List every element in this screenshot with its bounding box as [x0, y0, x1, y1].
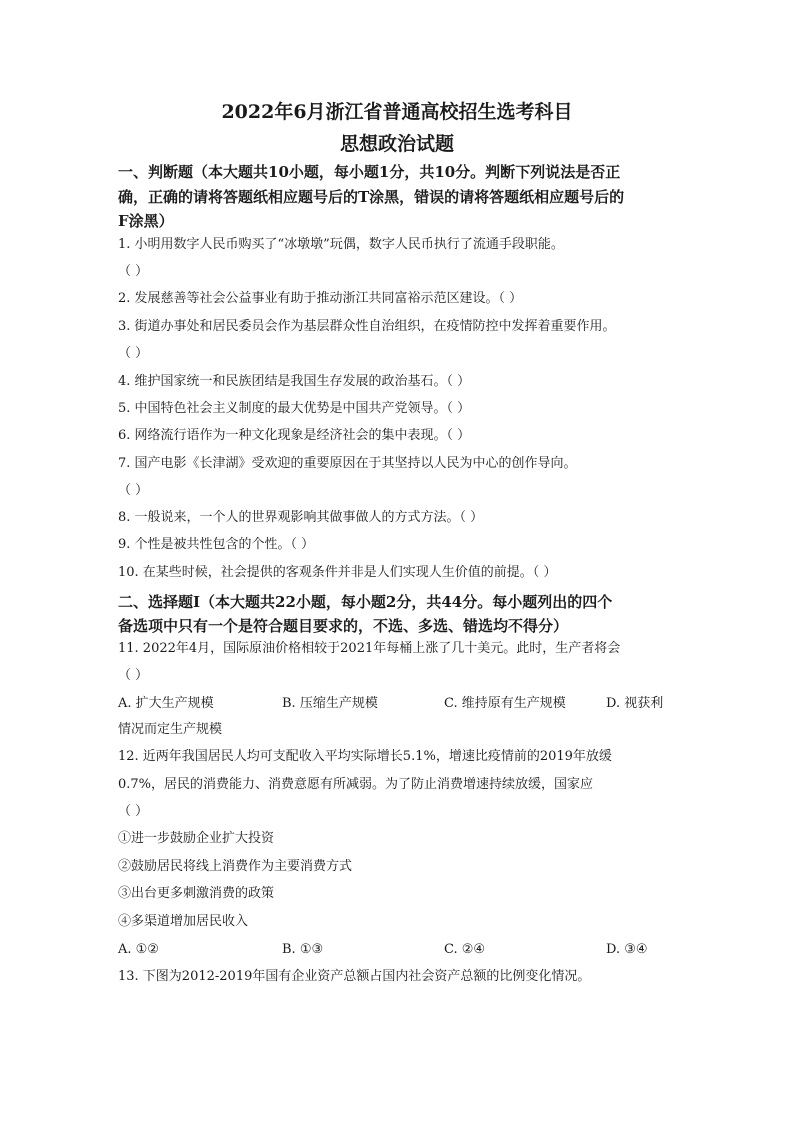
- exam-subtitle: 思想政治试题: [339, 133, 454, 155]
- question-12-line1: 12. 近两年我国居民人均可支配收入平均实际增长5.1%，增速比疫情前的2019年放缓: [118, 749, 612, 764]
- question-11-option-b: B. 压缩生产规模: [282, 696, 378, 711]
- section2-heading-line2: 备选项中只有一个是符合题目要求的，不选、多选、错选均不得分）: [118, 617, 569, 635]
- question-12-statement-1: ①进一步鼓励企业扩大投资: [118, 831, 275, 846]
- question-8: 8. 一般说来，一个人的世界观影响其做事做人的方式方法。（ ）: [118, 510, 484, 525]
- question-9: 9. 个性是被共性包含的个性。（ ）: [118, 537, 315, 552]
- question-12-option-c: C. ②④: [444, 942, 486, 957]
- question-12-statement-3: ③出台更多刺激消费的政策: [118, 886, 275, 901]
- question-3: 3. 街道办事处和居民委员会作为基层群众性自治组织，在疫情防控中发挥着重要作用。: [118, 319, 616, 334]
- question-12-option-d: D. ③④: [606, 942, 648, 957]
- question-6: 6. 网络流行语作为一种文化现象是经济社会的集中表现。（ ）: [118, 428, 471, 443]
- question-12-statement-4: ④多渠道增加居民收入: [118, 914, 249, 929]
- question-4: 4. 维护国家统一和民族团结是我国生存发展的政治基石。（ ）: [118, 374, 471, 389]
- question-11-option-d-continued: 情况而定生产规模: [118, 722, 223, 737]
- section1-heading-line3: F涂黑）: [118, 212, 174, 230]
- exam-title: 2022年6月浙江省普通高校招生选考科目: [221, 101, 573, 123]
- question-7-answer-blank: （ ）: [118, 483, 149, 498]
- question-12-line2: 0.7%，居民的消费能力、消费意愿有所减弱。为了防止消费增速持续放缓，国家应: [118, 777, 594, 792]
- section1-heading-line1: 一、判断题（本大题共10小题，每小题1分，共10分。判断下列说法是否正: [118, 163, 621, 181]
- question-2: 2. 发展慈善等社会公益事业有助于推动浙江共同富裕示范区建设。（ ）: [118, 291, 523, 306]
- question-10: 10. 在某些时候，社会提供的客观条件并非是人们实现人生价值的前提。（ ）: [118, 565, 557, 580]
- question-11-option-d: D. 视获利: [606, 696, 664, 711]
- section1-heading-line2: 确，正确的请将答题纸相应题号后的T涂黑，错误的请将答题纸相应题号后的: [118, 188, 625, 206]
- question-1-answer-blank: （ ）: [118, 264, 149, 279]
- question-11: 11. 2022年4月，国际原油价格相较于2021年每桶上涨了几十美元。此时，生产者将会: [118, 641, 621, 656]
- question-5: 5. 中国特色社会主义制度的最大优势是中国共产党领导。（ ）: [118, 401, 471, 416]
- question-11-option-c: C. 维持原有生产规模: [444, 696, 566, 711]
- question-1: 1. 小明用数字人民币购买了“冰墩墩”玩偶，数字人民币执行了流通手段职能。: [118, 237, 564, 252]
- question-12-option-a: A. ①②: [118, 942, 159, 957]
- question-12-option-b: B. ①③: [282, 942, 324, 957]
- question-13: 13. 下图为2012-2019年国有企业资产总额占国内社会资产总额的比例变化情况。: [118, 969, 591, 984]
- question-12-answer-blank: （ ）: [118, 804, 149, 819]
- section2-heading-line1: 二、选择题Ⅰ（本大题共22小题，每小题2分，共44分。每小题列出的四个: [118, 593, 613, 611]
- question-11-answer-blank: （ ）: [118, 668, 149, 683]
- question-11-option-a: A. 扩大生产规模: [118, 696, 214, 711]
- question-7: 7. 国产电影《长津湖》受欢迎的重要原因在于其坚持以人民为中心的创作导向。: [118, 456, 577, 471]
- question-3-answer-blank: （ ）: [118, 346, 149, 361]
- question-12-statement-2: ②鼓励居民将线上消费作为主要消费方式: [118, 859, 353, 874]
